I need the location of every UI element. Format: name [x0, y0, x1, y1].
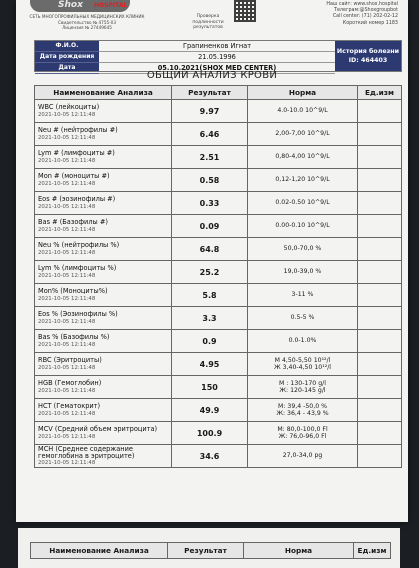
test-unit	[358, 376, 402, 399]
test-norm	[248, 376, 358, 399]
history-box	[335, 41, 401, 71]
test-result: 5.8	[172, 284, 248, 307]
test-unit	[358, 330, 402, 353]
verify-line: подлинности	[192, 19, 224, 25]
test-unit	[358, 399, 402, 422]
test-name: Lym % (лимфоциты %)	[38, 264, 117, 273]
test-norm	[248, 284, 358, 307]
test-name: Neu % (нейтрофилы %)	[38, 241, 120, 250]
test-unit	[358, 422, 402, 445]
test-name: MCV (Средний объем эритроцита)	[38, 425, 158, 434]
test-norm	[248, 261, 358, 284]
test-result: 49.9	[172, 399, 248, 422]
test-date: 2021-10-05 12:11:48	[38, 364, 96, 371]
patient-info-box	[34, 40, 402, 72]
verify-note	[184, 14, 232, 31]
logo-text: Shox	[58, 0, 83, 10]
test-date: 2021-10-05 12:11:48	[38, 111, 96, 118]
test-name: Bas # (Базофилы #)	[38, 218, 108, 227]
col-header-name: Наименование Анализа	[31, 543, 168, 559]
patient-labels	[35, 41, 99, 71]
test-result: 25.2	[172, 261, 248, 284]
norm-line: М: 39,4 -50,0 %	[278, 402, 327, 410]
test-unit	[358, 100, 402, 123]
norm-line: 27,0-34,0 pg	[282, 452, 323, 460]
test-cell	[35, 284, 172, 307]
table-row	[35, 169, 402, 192]
norm-line: 0,80-4,00 10^9/L	[275, 153, 330, 161]
col-header-result: Результат	[168, 543, 244, 559]
lab-report-page	[16, 0, 408, 522]
table-row	[35, 100, 402, 123]
history-label: История болезни	[336, 48, 400, 55]
test-name: RBC (Эритроциты)	[38, 356, 102, 365]
test-cell	[35, 261, 172, 284]
norm-line: М 4,50-5,50 10¹²/l	[274, 356, 331, 364]
verify-line: результатов	[193, 25, 223, 31]
table-row	[35, 445, 402, 468]
test-norm	[248, 123, 358, 146]
label-birth-date: Дата рождения	[35, 52, 99, 63]
clinic-info	[22, 14, 152, 31]
test-result: 0.9	[172, 330, 248, 353]
test-date: 2021-10-05 12:11:48	[38, 203, 96, 210]
test-norm	[248, 215, 358, 238]
table-row	[35, 284, 402, 307]
test-unit	[358, 192, 402, 215]
test-date: 2021-10-05 12:11:48	[38, 226, 96, 233]
table-row	[35, 330, 402, 353]
test-norm	[248, 100, 358, 123]
test-date: 2021-10-05 12:11:48	[38, 341, 96, 348]
test-cell	[35, 192, 172, 215]
test-norm	[248, 307, 358, 330]
test-date: 2021-10-05 12:11:48	[38, 433, 96, 440]
hospital-logo	[30, 0, 130, 12]
test-norm	[248, 422, 358, 445]
col-header-unit: Ед.изм	[358, 86, 402, 100]
test-norm	[248, 169, 358, 192]
contact-line: Телеграм:@Shoxgroupbot	[334, 8, 398, 14]
test-name: Lym # (лимфоциты #)	[38, 149, 115, 158]
test-cell	[35, 330, 172, 353]
test-name: Mon # (моноциты #)	[38, 172, 110, 181]
test-result: 34.6	[172, 445, 248, 468]
contact-line: Call center: (71) 202-02-12	[332, 14, 398, 20]
test-unit	[358, 238, 402, 261]
norm-line: 0.0-1.0%	[288, 337, 317, 345]
test-unit	[358, 123, 402, 146]
report-date: 05.10.2021(SHOX MED CENTER)	[99, 63, 335, 74]
contact-info	[288, 2, 398, 27]
test-norm	[248, 399, 358, 422]
test-date: 2021-10-05 12:11:48	[38, 410, 96, 417]
test-date: 2021-10-05 12:11:48	[38, 249, 96, 256]
clinic-line: Лицензия № 27449645	[62, 25, 112, 31]
col-header-norm: Норма	[248, 86, 358, 100]
test-name: MCH (Среднее содержание гемоглобина в эритроците)	[38, 444, 135, 460]
test-result: 64.8	[172, 238, 248, 261]
test-result: 4.95	[172, 353, 248, 376]
patient-name: Грапиненков Игнат	[99, 41, 335, 52]
norm-line: Ж: 76,0-96,0 Fl	[278, 433, 327, 440]
test-result: 150	[172, 376, 248, 399]
table-row	[35, 123, 402, 146]
verify-line: Проверка	[196, 14, 220, 19]
test-date: 2021-10-05 12:11:48	[38, 180, 96, 187]
table-row	[35, 399, 402, 422]
qr-code-icon[interactable]	[234, 0, 256, 22]
table-header-row	[31, 543, 391, 559]
test-cell	[35, 123, 172, 146]
test-cell	[35, 238, 172, 261]
norm-line: Ж: 120-145 g/l	[279, 387, 326, 394]
patient-birth-date: 21.05.1996	[99, 52, 335, 63]
test-norm	[248, 146, 358, 169]
table-row	[35, 353, 402, 376]
test-name: Bas % (Базофилы %)	[38, 333, 110, 342]
test-result: 6.46	[172, 123, 248, 146]
table-row	[35, 238, 402, 261]
norm-line: 0.5-5 %	[290, 314, 315, 322]
test-norm	[248, 445, 358, 468]
test-date: 2021-10-05 12:11:48	[38, 460, 96, 467]
test-date: 2021-10-05 12:11:48	[38, 387, 96, 394]
clinic-line: СЕТЬ МНОГОПРОФИЛЬНЫХ МЕДИЦИНСКИХ КЛИНИК	[29, 14, 145, 19]
test-name: Eos % (Эозинофилы %)	[38, 310, 118, 319]
report-header	[16, 0, 408, 40]
label-fio: Ф.И.О.	[35, 41, 99, 52]
clinic-line: Свидетельство № 4755-03	[57, 19, 117, 25]
logo-subtext: HOSPITAL	[94, 2, 128, 9]
test-unit	[358, 445, 402, 468]
patient-values	[99, 41, 335, 71]
test-date: 2021-10-05 12:11:48	[38, 134, 96, 141]
test-date: 2021-10-05 12:11:48	[38, 318, 96, 325]
col-header-norm: Норма	[244, 543, 354, 559]
norm-line: Ж 3,40-4,50 10¹²/l	[273, 364, 332, 371]
next-page-table	[30, 542, 391, 559]
norm-line: М: 80,0-100,0 Fl	[277, 425, 328, 433]
table-row	[35, 215, 402, 238]
norm-line: 0.00-0.10 10^9/L	[275, 222, 330, 230]
table-row	[35, 376, 402, 399]
test-date: 2021-10-05 12:11:48	[38, 272, 96, 279]
contact-line: Короткий номер 1183	[342, 20, 398, 26]
table-row	[35, 146, 402, 169]
test-name: WBC (лейкоциты)	[38, 103, 100, 112]
test-name: HCT (Гематокрит)	[38, 402, 101, 411]
test-cell	[35, 399, 172, 422]
test-result: 100.9	[172, 422, 248, 445]
history-id: ID: 464403	[348, 57, 388, 64]
norm-line: 50,0-70,0 %	[283, 245, 322, 253]
test-result: 3.3	[172, 307, 248, 330]
test-norm	[248, 238, 358, 261]
test-norm	[248, 330, 358, 353]
col-header-unit: Ед.изм	[354, 543, 391, 559]
col-header-name: Наименование Анализа	[35, 86, 172, 100]
test-unit	[358, 261, 402, 284]
results-body	[35, 100, 402, 468]
table-row	[35, 307, 402, 330]
test-result: 9.97	[172, 100, 248, 123]
test-cell	[35, 445, 172, 468]
test-cell	[35, 169, 172, 192]
test-result: 0.58	[172, 169, 248, 192]
test-cell	[35, 353, 172, 376]
table-row	[35, 192, 402, 215]
test-cell	[35, 422, 172, 445]
test-unit	[358, 146, 402, 169]
table-row	[35, 422, 402, 445]
test-date: 2021-10-05 12:11:48	[38, 295, 96, 302]
test-result: 0.09	[172, 215, 248, 238]
norm-line: Ж: 36,4 - 43,9 %	[276, 410, 329, 417]
report-title: ОБЩИЙ АНАЛИЗ КРОВИ	[146, 70, 278, 81]
test-unit	[358, 307, 402, 330]
test-norm	[248, 353, 358, 376]
test-cell	[35, 215, 172, 238]
contact-line: Наш сайт: www.shox.hospital	[326, 2, 398, 7]
label-date: Дата	[35, 63, 99, 74]
test-cell	[35, 100, 172, 123]
table-row	[35, 261, 402, 284]
test-result: 0.33	[172, 192, 248, 215]
table-header-row	[35, 86, 402, 100]
test-unit	[358, 353, 402, 376]
test-name: Neu # (нейтрофилы #)	[38, 126, 118, 135]
test-result: 2.51	[172, 146, 248, 169]
next-page	[18, 528, 400, 568]
norm-line: 4.0-10.0 10^9/L	[277, 107, 328, 115]
norm-line: 19,0-39,0 %	[283, 268, 322, 276]
col-header-result: Результат	[172, 86, 248, 100]
test-norm	[248, 192, 358, 215]
test-unit	[358, 169, 402, 192]
test-unit	[358, 284, 402, 307]
test-unit	[358, 215, 402, 238]
test-date: 2021-10-05 12:11:48	[38, 157, 96, 164]
test-name: HGB (Гемоглобин)	[38, 379, 102, 388]
test-name: Mon% (Моноциты%)	[38, 287, 108, 296]
test-name: Eos # (эозинофилы #)	[38, 195, 116, 204]
results-table	[34, 85, 402, 468]
norm-line: 0,12-1,20 10^9/L	[275, 176, 330, 184]
test-cell	[35, 307, 172, 330]
norm-line: 3-11 %	[291, 291, 314, 299]
norm-line: 0.02-0.50 10^9/L	[275, 199, 330, 207]
norm-line: 2,00-7,00 10^9/L	[275, 130, 330, 138]
norm-line: М : 130-170 g/l	[279, 379, 326, 387]
test-cell	[35, 376, 172, 399]
test-cell	[35, 146, 172, 169]
